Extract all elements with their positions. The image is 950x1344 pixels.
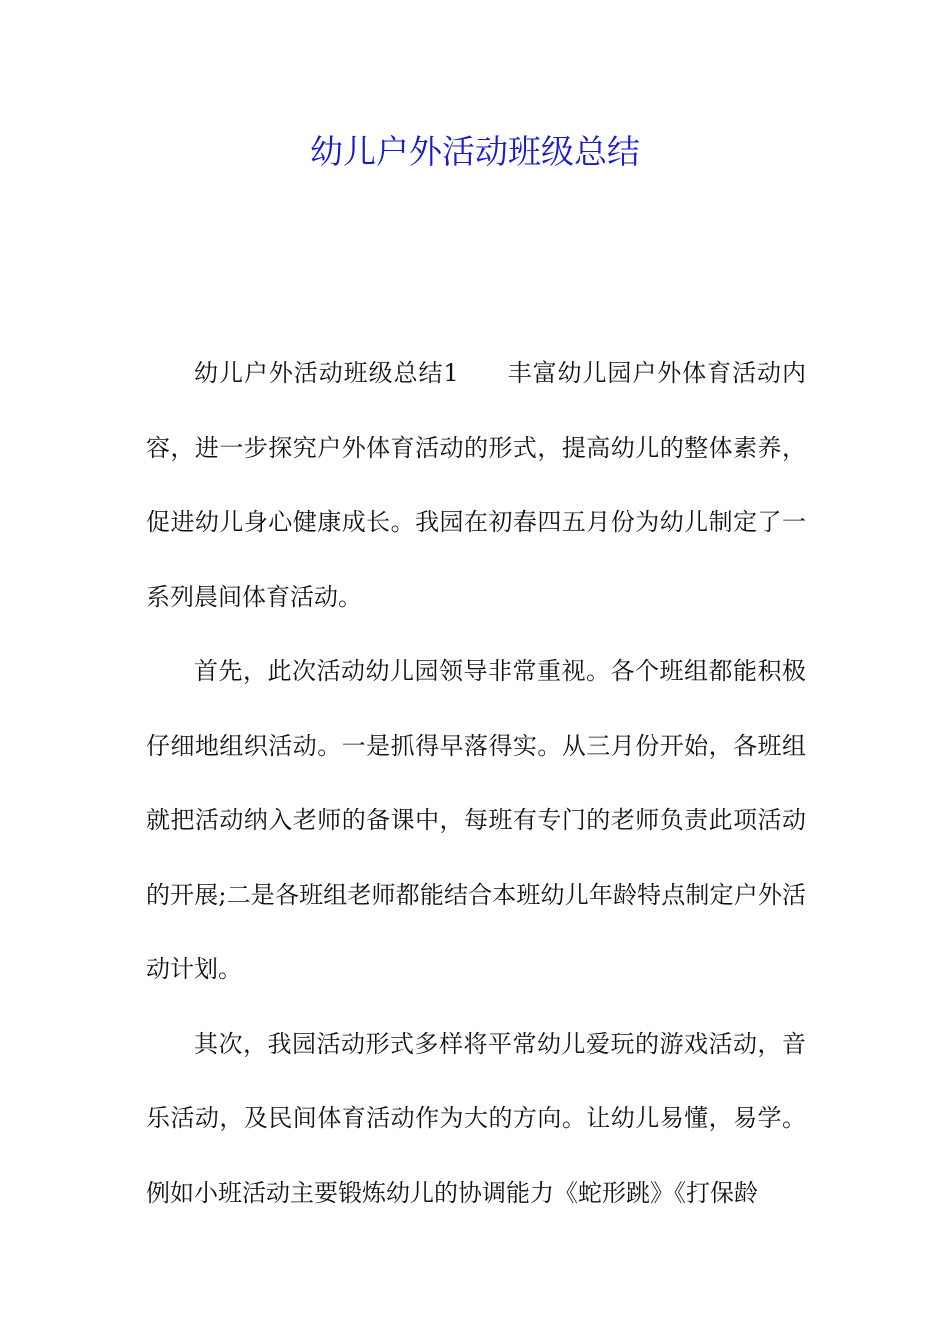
paragraph-2: 首先，此次活动幼儿园领导非常重视。各个班组都能积极仔细地组织活动。一是抓得早落得实。从三月份开始，各班组就把活动纳入老师的备课中，每班有专门的老师负责此项活动的开展;二是各班组老师都能结合本班幼儿年龄特点制定户外活动计划。 <box>146 657 806 983</box>
document-body <box>146 336 806 1230</box>
paragraph-3: 其次，我园活动形式多样将平常幼儿爱玩的游戏活动，音乐活动，及民间体育活动作为大的方向。让幼儿易懂，易学。例如小班活动主要锻炼幼儿的协调能力《蛇形跳》《打保龄 <box>146 1029 806 1207</box>
section-heading: 幼儿户外活动班级总结1 <box>194 359 459 387</box>
paragraph-1-text: 丰富幼儿园户外体育活动内容，进一步探究户外体育活动的形式，提高幼儿的整体素养，促进幼儿身心健康成长。我园在初春四五月份为幼儿制定了一系列晨间体育活动。 <box>146 359 806 611</box>
document-title: 幼儿户外活动班级总结 <box>310 132 640 171</box>
paragraph-1 <box>146 336 806 634</box>
